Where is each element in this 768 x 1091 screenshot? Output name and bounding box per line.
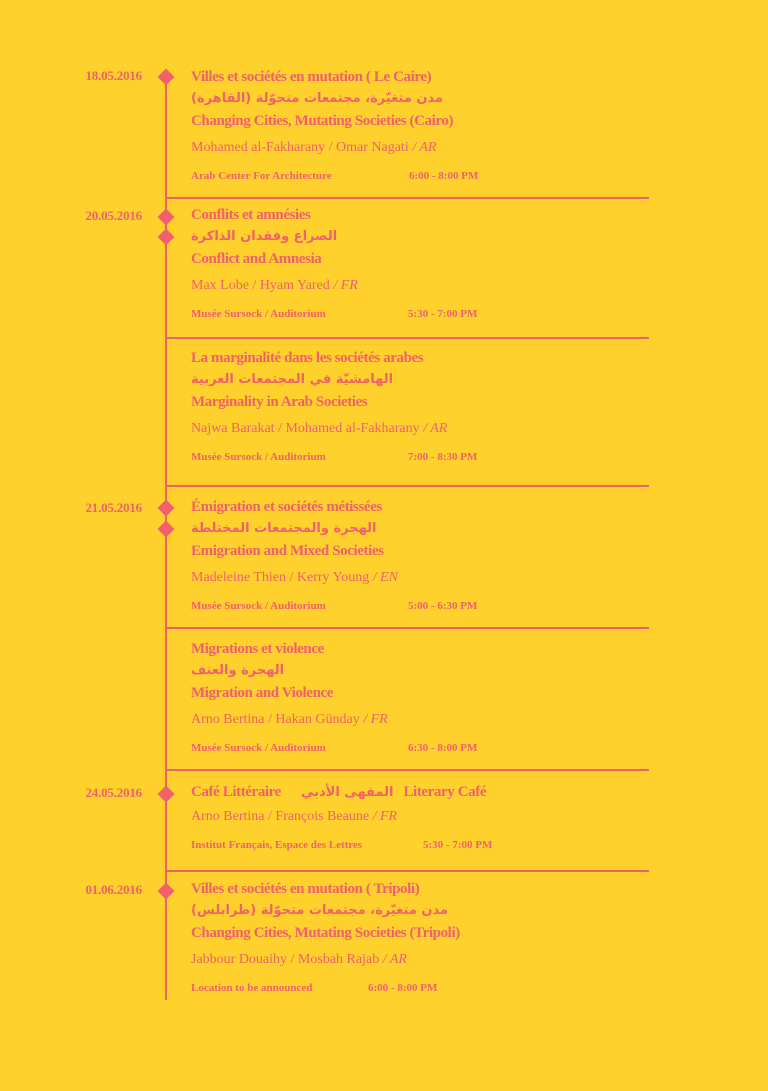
speakers (191, 568, 631, 588)
title-fr: Villes et sociétés en mutation ( Le Caire) (191, 69, 432, 85)
time: 6:30 - 8:00 PM (408, 742, 478, 754)
divider (165, 769, 649, 771)
venue: Arab Center For Architecture (191, 170, 332, 182)
time: 5:30 - 7:00 PM (423, 839, 493, 851)
language-code: / FR (333, 278, 358, 293)
timeline-diamond (158, 786, 175, 803)
divider (165, 627, 649, 629)
event-block (191, 638, 631, 756)
title-en: Conflict and Amnesia (191, 251, 322, 267)
title-ar: المقهى الأدبي (300, 785, 394, 800)
language-code: / AR (423, 421, 448, 436)
timeline-diamond (158, 229, 175, 246)
divider (165, 197, 649, 199)
event-block (191, 204, 631, 322)
title-fr: Conflits et amnésies (191, 207, 311, 223)
venue-row (191, 598, 631, 614)
language-code: / EN (372, 570, 398, 585)
divider (165, 485, 649, 487)
timeline-diamond (158, 500, 175, 517)
title-fr: La marginalité dans les sociétés arabes (191, 350, 424, 366)
speakers (191, 807, 631, 827)
title-ar: الهجرة والمجتمعات المختلطة (191, 521, 377, 536)
title-ar: مدن متغيّرة، مجتمعات متحوّلة (طرابلس) (191, 903, 449, 918)
date-label: 01.06.2016 (85, 882, 142, 897)
divider (165, 870, 649, 872)
timeline-diamond (158, 69, 175, 86)
language-code: / FR (363, 712, 388, 727)
venue: Institut Français, Espace des Lettres (191, 839, 363, 851)
event-block (191, 66, 631, 184)
venue-row (191, 306, 631, 322)
venue-row (191, 168, 631, 184)
title-en: Literary Café (403, 784, 487, 800)
title-en: Changing Cities, Mutating Societies (Cairo) (191, 113, 454, 129)
language-code: / AR (382, 952, 407, 967)
speakers-names: Max Lobe / Hyam Yared (191, 278, 330, 293)
date-label: 20.05.2016 (85, 208, 142, 223)
title-en: Migration and Violence (191, 685, 334, 701)
time: 6:00 - 8:00 PM (368, 982, 438, 994)
venue: Musée Sursock / Auditorium (191, 742, 326, 754)
language-code: / AR (412, 140, 437, 155)
title-en: Marginality in Arab Societies (191, 394, 368, 410)
venue-row (191, 449, 631, 465)
title-en: Changing Cities, Mutating Societies (Tripoli) (191, 925, 460, 941)
title-ar: الهامشيّة في المجتمعات العربية (191, 372, 394, 387)
title-ar: مدن متغيّرة، مجتمعات متحوّلة (القاهرة) (191, 91, 444, 106)
speakers-names: Mohamed al-Fakharany / Omar Nagati (191, 140, 409, 155)
venue: Location to be announced (191, 982, 313, 994)
speakers-names: Madeleine Thien / Kerry Young (191, 570, 370, 585)
time: 6:00 - 8:00 PM (409, 170, 479, 182)
speakers (191, 710, 631, 730)
title-en: Emigration and Mixed Societies (191, 543, 384, 559)
speakers (191, 276, 631, 296)
title-fr: Café Littéraire (191, 784, 281, 800)
date-label: 18.05.2016 (85, 68, 142, 83)
date-label: 24.05.2016 (85, 785, 142, 800)
speakers (191, 138, 631, 158)
time: 5:00 - 6:30 PM (408, 600, 478, 612)
venue: Musée Sursock / Auditorium (191, 308, 326, 320)
title-fr: Migrations et violence (191, 641, 324, 657)
title-fr: Émigration et sociétés métissées (191, 499, 382, 515)
timeline-diamond (158, 521, 175, 538)
venue-row (191, 740, 631, 756)
venue: Musée Sursock / Auditorium (191, 600, 326, 612)
speakers (191, 950, 631, 970)
event-block (191, 347, 631, 465)
divider (165, 337, 649, 339)
speakers-names: Jabbour Douaihy / Mosbah Rajab (191, 952, 380, 967)
timeline-diamond (158, 883, 175, 900)
timeline-diamond (158, 209, 175, 226)
event-block (191, 496, 631, 614)
language-code: / FR (372, 809, 398, 824)
title-ar: الصراع وفقدان الذاكرة (191, 229, 338, 244)
time: 5:30 - 7:00 PM (408, 308, 478, 320)
venue-row (191, 837, 631, 853)
title-ar: الهجرة والعنف (191, 663, 285, 678)
time: 7:00 - 8:30 PM (408, 451, 478, 463)
title-row (191, 781, 631, 804)
venue: Musée Sursock / Auditorium (191, 451, 326, 463)
event-block (191, 781, 631, 853)
speakers-names: Arno Bertina / François Beaune (191, 809, 370, 824)
speakers-names: Najwa Barakat / Mohamed al-Fakharany (191, 421, 420, 436)
speakers-names: Arno Bertina / Hakan Günday (191, 712, 360, 727)
venue-row (191, 980, 631, 996)
event-block (191, 878, 631, 996)
title-fr: Villes et sociétés en mutation ( Tripoli) (191, 881, 420, 897)
date-label: 21.05.2016 (85, 500, 142, 515)
speakers (191, 419, 631, 439)
